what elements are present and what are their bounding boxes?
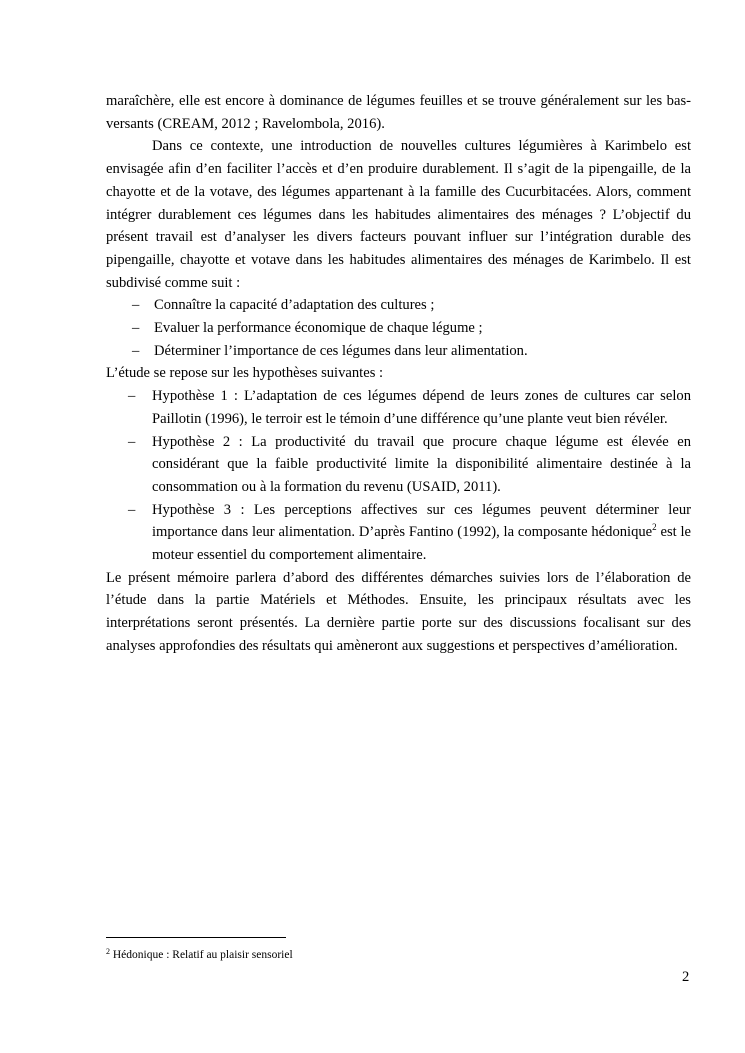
page-number: 2 — [682, 969, 690, 985]
hypothesis-text — [152, 502, 691, 563]
list-item — [106, 340, 691, 363]
hypothesis-text-part: est le moteur essentiel du comportement alimentaire. — [152, 524, 691, 564]
list-item — [106, 317, 691, 340]
list-item — [106, 385, 691, 430]
footnote-reference[interactable]: 2 — [652, 522, 657, 533]
dash-bullet: – — [128, 388, 136, 405]
paragraph-continuation: maraîchère, elle est encore à dominance de légumes feuilles et se trouve généralement sur les bas-versants (CREAM, 2012 ; Ravelombola, 2016). — [106, 93, 691, 132]
hypothesis-text: Hypothèse 2 : La productivité du travail que procure chaque légume est élevée en considérant que la faible productivité limite la disponibilité alimentaire destinée à la consommation ou à la formation du revenu (USAID, 2011). — [152, 433, 691, 495]
list-item — [106, 431, 691, 499]
footnote — [106, 948, 293, 962]
hypothesis-text: Hypothèse 1 : L’adaptation de ces légumes dépend de leurs zones de cultures car selon Paillotin (1996), le terroir est le témoin d’une différence qu’une plante veut bien révéler. — [152, 388, 691, 427]
list-item — [106, 294, 691, 317]
dash-bullet: – — [128, 501, 136, 518]
footnote-separator — [106, 937, 286, 938]
objective-text: Evaluer la performance économique de chaque légume ; — [154, 320, 483, 337]
footnote-text: Hédonique : Relatif au plaisir sensoriel — [110, 949, 293, 961]
footnote-number: 2 — [106, 947, 110, 956]
objective-text: Connaître la capacité d’adaptation des cultures ; — [154, 297, 435, 314]
dash-bullet: – — [132, 320, 140, 337]
dash-bullet: – — [128, 433, 136, 450]
body-text — [106, 90, 691, 658]
objective-text: Déterminer l’importance de ces légumes dans leur alimentation. — [154, 342, 528, 359]
dash-bullet: – — [132, 297, 140, 314]
list-item — [106, 499, 691, 567]
hypotheses-list — [106, 385, 691, 567]
paragraph-outline: Le présent mémoire parlera d’abord des différentes démarches suivies lors de l’élaboration de l’étude dans la partie Matériels et Méthodes. Ensuite, les principaux résultats avec les interprétations seront présentés. La dernière partie porte sur des discussions focalisant sur des analyses approfondies des résultats qui amèneront aux suggestions et perspectives d’amélioration. — [106, 569, 691, 654]
dash-bullet: – — [132, 342, 140, 359]
hypotheses-intro: L’étude se repose sur les hypothèses suivantes : — [106, 365, 384, 382]
objectives-list — [106, 294, 691, 362]
hypothesis-text-part: Hypothèse 3 : Les perceptions affectives sur ces légumes peuvent déterminer leur importance dans leur alimentation. D’après Fantino (1992), la composante hédonique — [152, 501, 691, 541]
paragraph-context: Dans ce contexte, une introduction de nouvelles cultures légumières à Karimbelo est envisagée afin d’en faciliter l’accès et d’en produire durablement. Il s’agit de la pipengaille, de la chayotte et de la votave, des légumes appartenant à la famille des Cucurbitacées. Alors, comment intégrer durablement ces légumes dans les habitudes alimentaires des ménages ? L’objectif du présent travail est d’analyser les divers facteurs pouvant influer sur l’intégration durable des pipengaille, chayotte et votave dans les habitudes alimentaires des ménages de Karimbelo. Il est subdivisé comme suit : — [106, 138, 691, 291]
